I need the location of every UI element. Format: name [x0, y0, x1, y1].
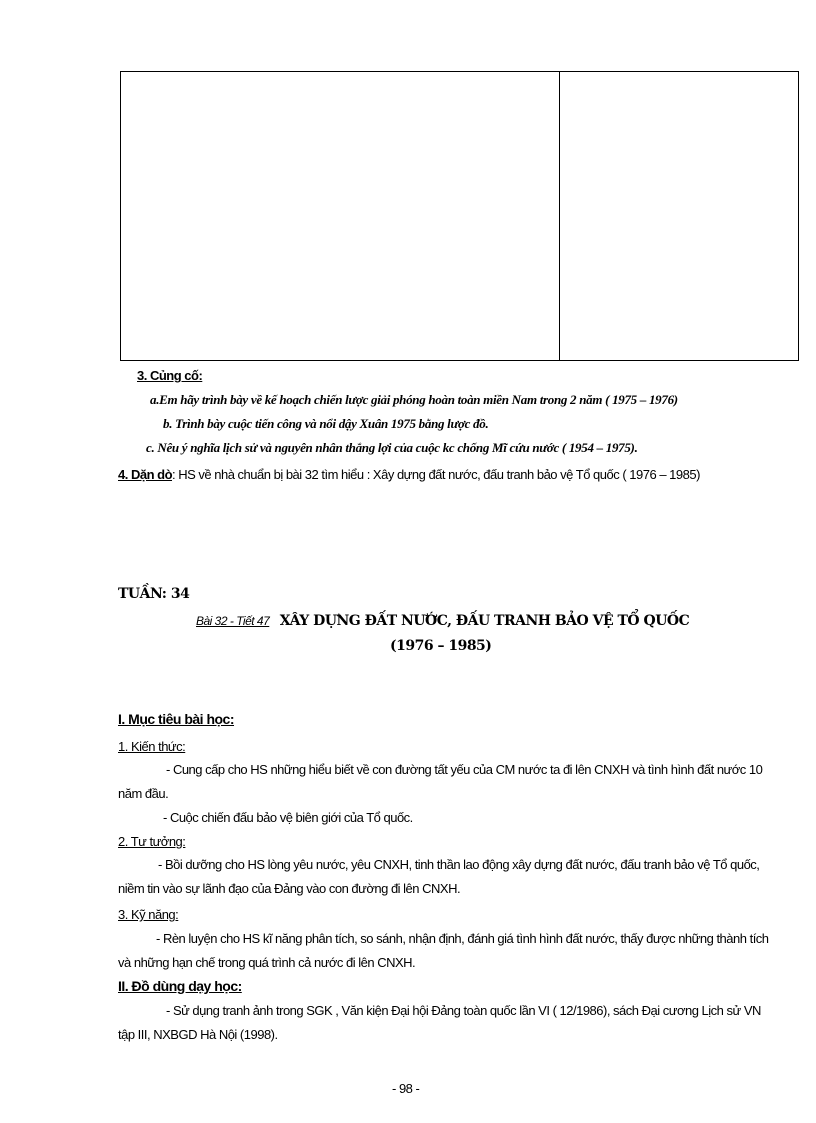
knowledge-line-1: - Cung cấp cho HS những hiểu biết về con đường tất yếu của CM nước ta đi lên CNXH và tình hình đất nước 10	[166, 762, 763, 777]
skills-label: 3. Kỹ năng:	[118, 907, 179, 922]
knowledge-line-2: - Cuộc chiến đấu bảo vệ biên giới của Tổ quốc.	[163, 810, 413, 825]
materials-heading: II. Đồ dùng dạy học:	[118, 978, 242, 994]
consolidation-heading: 3. Củng cố:	[137, 368, 203, 383]
week-label: TUẦN: 34	[118, 586, 190, 602]
homework-line	[118, 467, 700, 482]
table-column-divider	[559, 72, 560, 360]
homework-label: 4. Dặn dò	[118, 467, 173, 482]
knowledge-line-1-cont: năm đầu.	[118, 786, 169, 801]
thought-line-1: - Bồi dưỡng cho HS lòng yêu nước, yêu CNXH, tinh thần lao động xây dựng đất nước, đấu tranh bảo vệ Tổ quốc,	[158, 857, 760, 872]
consolidation-item-c: c. Nêu ý nghĩa lịch sử và nguyên nhân thắng lợi của cuộc kc chống Mĩ cứu nước ( 1954 – 1975).	[146, 440, 638, 455]
thought-line-1-cont: niềm tin vào sự lãnh đạo của Đảng vào con đường đi lên CNXH.	[118, 881, 461, 896]
skills-line-1-cont: và những hạn chế trong quá trình cả nước đi lên CNXH.	[118, 955, 416, 970]
lesson-title: XÂY DỰNG ĐẤT NƯỚC, ĐẤU TRANH BẢO VỆ TỔ QUỐC	[279, 613, 690, 629]
materials-line-1-cont: tập III, NXBGD Hà Nội (1998).	[118, 1027, 278, 1042]
top-table-frame	[120, 71, 799, 361]
consolidation-item-a: a.Em hãy trình bày về kế hoạch chiến lược giải phóng hoàn toàn miền Nam trong 2 năm ( 1975 – 1976)	[150, 392, 678, 407]
lesson-ref: Bài 32 - Tiết 47	[196, 614, 270, 628]
page-number: - 98 -	[392, 1081, 420, 1096]
skills-line-1: - Rèn luyện cho HS kĩ năng phân tích, so sánh, nhận định, đánh giá tình hình đất nước, thấy được những thành tích	[156, 931, 769, 946]
homework-text: : HS về nhà chuẩn bị bài 32 tìm hiểu : Xây dựng đất nước, đấu tranh bảo vệ Tổ quốc ( 1976 – 1985)	[172, 467, 700, 482]
knowledge-label: 1. Kiến thức:	[118, 739, 186, 754]
lesson-years: (1976 – 1985)	[390, 638, 492, 654]
materials-line-1: - Sử dụng tranh ảnh trong SGK , Văn kiện Đại hội Đảng toàn quốc lần VI ( 12/1986), sách Đại cương Lịch sử VN	[166, 1003, 761, 1018]
consolidation-item-b: b. Trình bày cuộc tiến công và nổi dậy Xuân 1975 bằng lược đồ.	[163, 416, 489, 431]
lesson-title-line	[196, 612, 689, 630]
objectives-heading: I. Mục tiêu bài học:	[118, 711, 235, 727]
thought-label: 2. Tư tưởng:	[118, 834, 186, 849]
